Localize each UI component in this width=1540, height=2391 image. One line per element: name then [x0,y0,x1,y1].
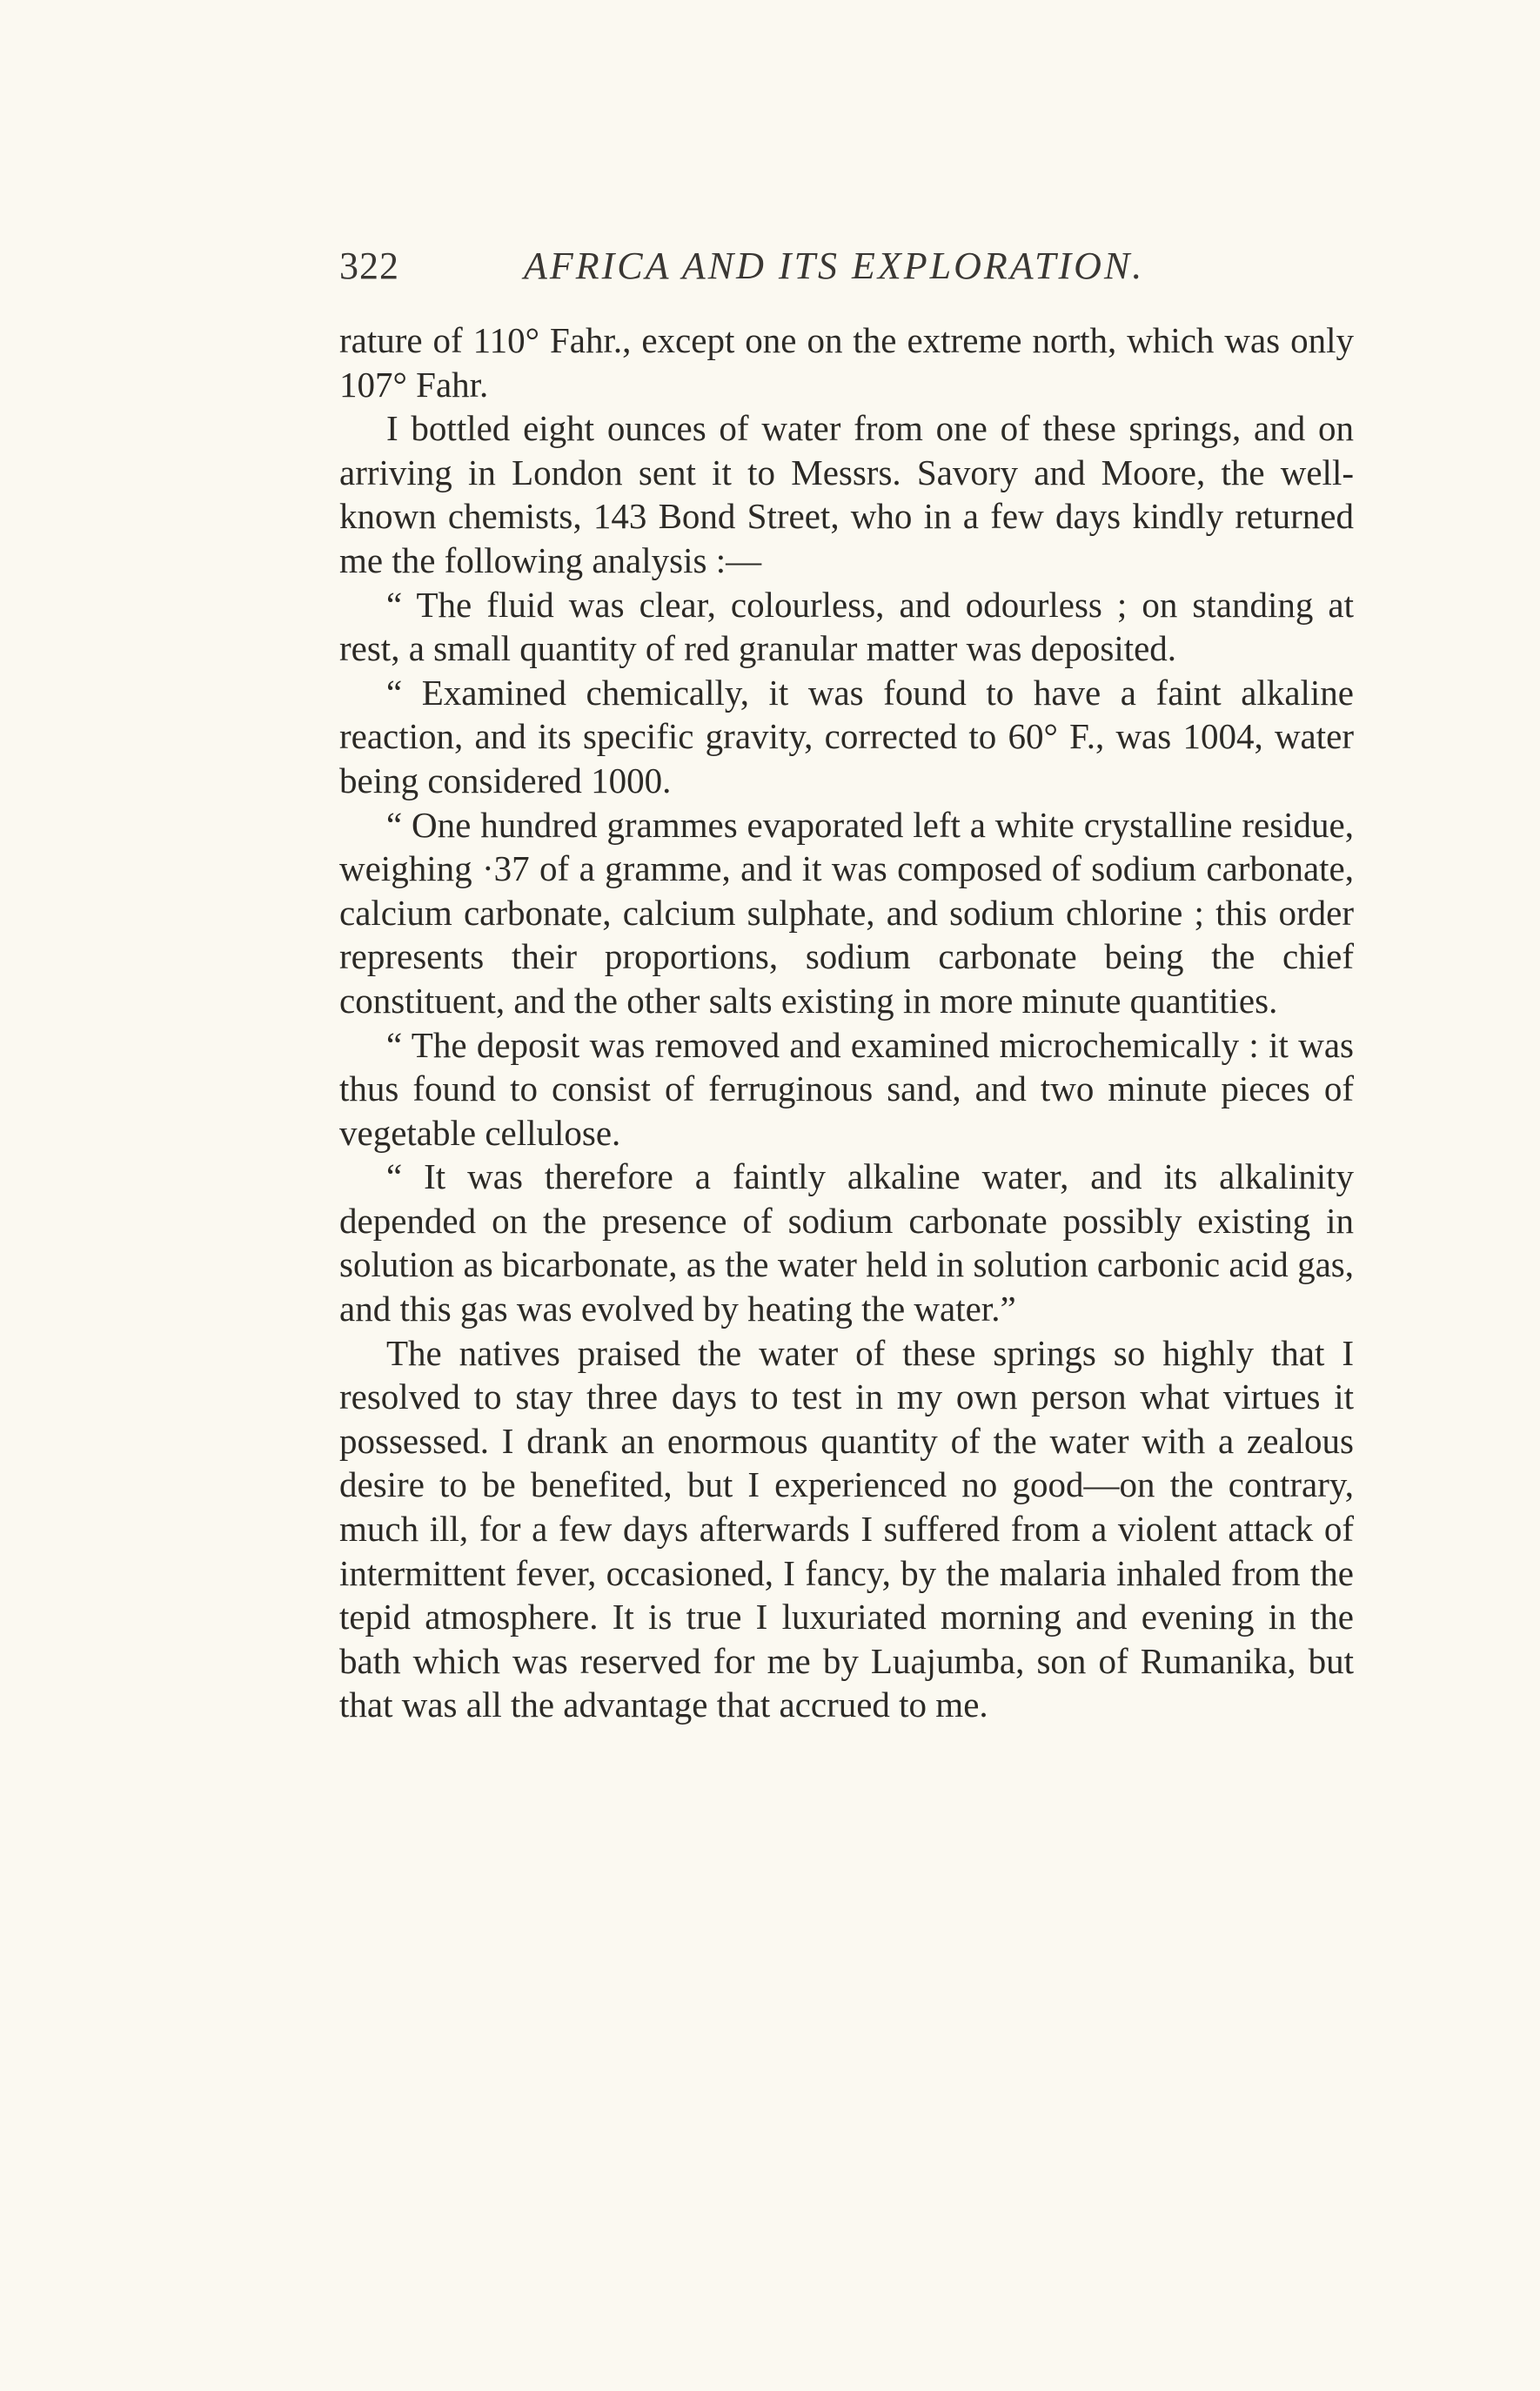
paragraph-residue-composition: “ One hundred grammes evaporated left a white crystalline residue, weighing ·37 of a gramme, and it was composed of sodium carbonate, calcium carbonate, calcium sulphate, and sodium chlorine ; this order represents their proportions, sodium carbonate being the chief constituent, and the other salts existing in more minute quantities. [339,804,1354,1021]
paragraph-deposit: “ The deposit was removed and examined microchemically : it was thus found to consist of ferruginous sand, and two minute pieces of vegetable cellulose. [339,1024,1354,1153]
paragraph-continuation: rature of 110° Fahr., except one on the extreme north, which was only 107° Fahr. [339,320,1354,405]
paragraph-chemical-examination: “ Examined chemically, it was found to have a faint alkaline reaction, and its specific gravity, corrected to 60° F., was 1004, water being considered 1000. [339,672,1354,800]
paragraph-bottled-water: I bottled eight ounces of water from one of these springs, and on arriving in London sent it to Messrs. Savory and Moore, the well-known chemists, 143 Bond Street, who in a few days kindly returned me the following analysis :— [339,408,1354,580]
running-head [339,240,1357,292]
page-number: 322 [339,244,399,287]
paragraph-natives-springs: The natives praised the water of these springs so highly that I resolved to stay three days to test in my own person what virtues it possessed. I drank an enormous quantity of the water with a zealous desire to be benefited, but I experienced no good—on the contrary, much ill, for a few days afterwards I suffered from a violent attack of intermittent fever, occasioned, I fancy, by the malaria inhaled from the tepid atmosphere. It is true I luxuriated morning and evening in the bath which was reserved for me by Luajumba, son of Rumanika, but that was all the advantage that accrued to me. [339,1332,1354,1725]
paragraph-fluid-description: “ The fluid was clear, colourless, and odourless ; on standing at rest, a small quantity of red granular matter was deposited. [339,584,1354,669]
paragraph-alkaline-water: “ It was therefore a faintly alkaline water, and its alkalinity depended on the presence of sodium carbonate possibly existing in solution as bicarbonate, as the water held in solution carbonic acid gas, and this gas was evolved by heating the water.” [339,1156,1354,1329]
running-title: AFRICA AND ITS EXPLORATION. [524,244,1145,287]
body-text [339,318,1354,1727]
